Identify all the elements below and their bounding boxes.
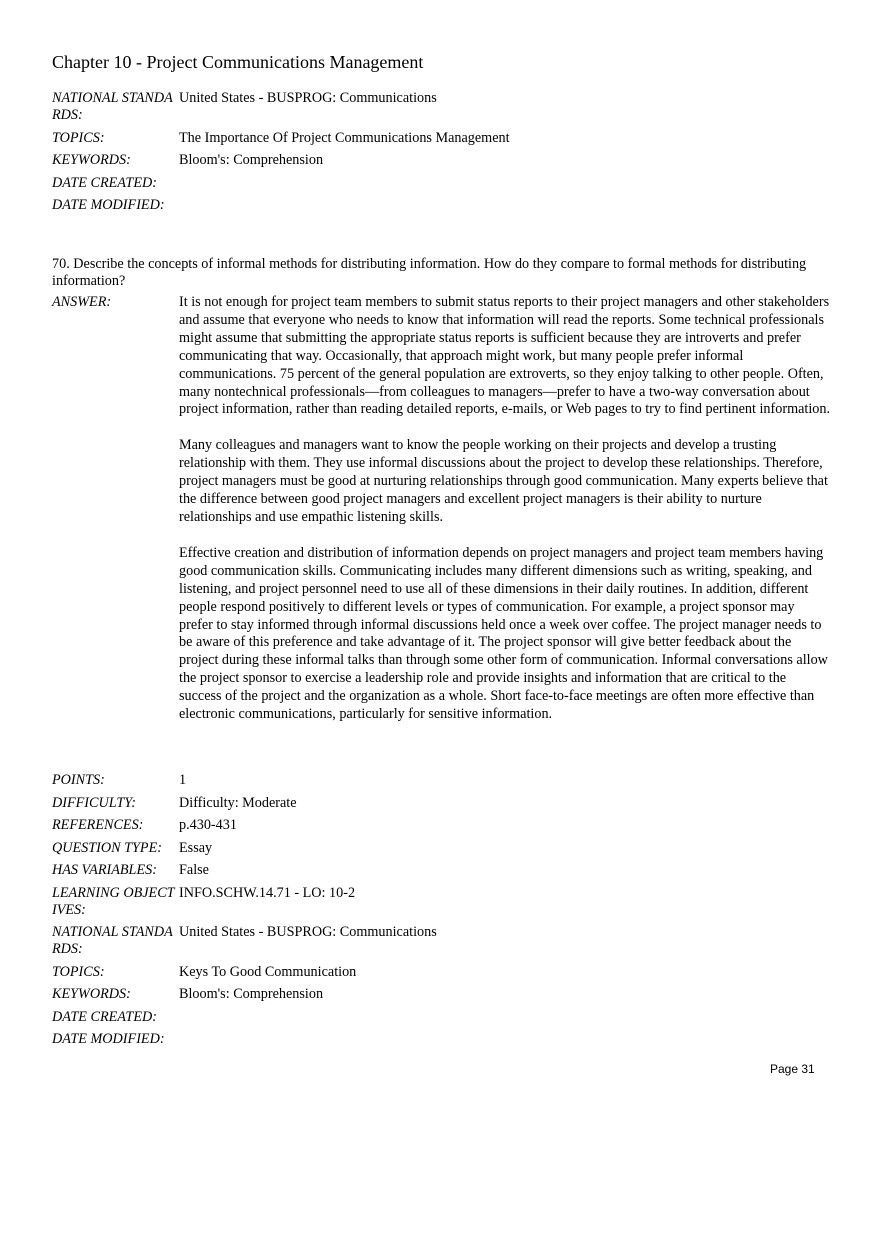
answer-section <box>52 294 832 724</box>
meta-value: United States - BUSPROG: Communications <box>179 924 437 940</box>
meta-label: KEYWORDS: <box>52 152 131 168</box>
meta-row-national-standards <box>52 924 437 958</box>
meta-label: POINTS: <box>52 772 105 788</box>
meta-label: REFERENCES: <box>52 817 144 833</box>
meta-value: p.430-431 <box>179 817 237 833</box>
meta-row-difficulty <box>52 795 437 812</box>
answer-paragraph: It is not enough for project team members to submit status reports to their project managers and other stakeholders and assume that everyone who needs to know that information will read the reports. Some technical professionals might assume that submitting the appropriate status reports is sufficient because they are introverts and prefer communicating that way. Occasionally, that approach might work, but many people prefer informal communications. 75 percent of the general population are extroverts, so they enjoy talking to other people. Often, many nontechnical professionals—from colleagues to managers—prefer to have a two-way conversation about project information, rather than reading detailed reports, e-mails, or Web pages to try to find pertinent information. <box>179 294 831 418</box>
meta-row-date-created <box>52 175 510 192</box>
meta-value: INFO.SCHW.14.71 - LO: 10-2 <box>179 884 356 901</box>
meta-value: The Importance Of Project Communications Management <box>179 129 510 146</box>
meta-label: TOPICS: <box>52 963 105 980</box>
meta-label: DATE CREATED: <box>52 174 157 191</box>
meta-value: False <box>179 862 209 878</box>
question-text: 70. Describe the concepts of informal methods for distributing information. How do they compare to formal methods for distributing information? <box>52 256 807 289</box>
meta-label: DATE CREATED: <box>52 1008 157 1025</box>
meta-row-question-type <box>52 840 437 857</box>
meta-row-learning-objectives <box>52 885 437 919</box>
meta-value: Essay <box>179 839 213 856</box>
meta-label: DATE MODIFIED: <box>52 1031 165 1047</box>
bottom-metadata <box>52 772 437 1054</box>
answer-paragraph: Many colleagues and managers want to know the people working on their projects and develop a trusting relationship with them. They use informal discussions about the project to develop these relationships. Therefore, project managers must be good at nurturing relationships through good communication. Many experts believe that the difference between good project managers and excellent project managers is their ability to nurture relationships and use empathic listening skills. <box>179 437 828 525</box>
meta-label: DIFFICULTY: <box>52 794 136 811</box>
answer-label: ANSWER: <box>52 294 112 310</box>
meta-value: Bloom's: Comprehension <box>179 152 324 168</box>
page-number: Page 31 <box>770 1062 815 1076</box>
meta-row-references <box>52 817 437 834</box>
meta-value: Keys To Good Communication <box>179 963 357 980</box>
meta-row-date-modified <box>52 197 510 214</box>
meta-label: DATE MODIFIED: <box>52 197 165 213</box>
meta-row-points <box>52 772 437 789</box>
meta-row-date-modified <box>52 1031 437 1048</box>
top-metadata <box>52 90 510 220</box>
meta-row-national-standards <box>52 90 510 124</box>
meta-label: NATIONAL STANDARDS: <box>52 924 173 957</box>
meta-label: KEYWORDS: <box>52 986 131 1002</box>
meta-label: HAS VARIABLES: <box>52 862 157 878</box>
answer-body <box>179 294 831 724</box>
meta-value: 1 <box>179 772 187 788</box>
meta-row-keywords <box>52 152 510 169</box>
meta-value: United States - BUSPROG: Communications <box>179 90 437 106</box>
meta-label: NATIONAL STANDARDS: <box>52 90 173 123</box>
meta-row-date-created <box>52 1009 437 1026</box>
meta-row-keywords <box>52 986 437 1003</box>
meta-label: QUESTION TYPE: <box>52 839 162 856</box>
meta-row-topics <box>52 130 510 147</box>
page-title: Chapter 10 - Project Communications Management <box>52 52 424 72</box>
meta-value: Bloom's: Comprehension <box>179 986 324 1002</box>
meta-row-has-variables <box>52 862 437 879</box>
meta-label: LEARNING OBJECTIVES: <box>52 884 175 918</box>
meta-label: TOPICS: <box>52 129 105 146</box>
answer-paragraph: Effective creation and distribution of information depends on project managers and project team members having good communication skills. Communicating includes many different dimensions such as writing, speaking, and listening, and project personnel need to use all of these dimensions in their daily routines. In addition, different people respond positively to different levels or types of communication. For example, a project sponsor may prefer to stay informed through informal discussions held once a week over coffee. The project manager needs to be aware of this preference and take advantage of it. The project sponsor will give better feedback about the project during these informal talks than through some other form of communication. Informal conversations allow the project sponsor to exercise a leadership role and provide insights and information that are critical to the success of the project and the organization as a whole. Short face-to-face meetings are often more effective than electronic communications, particularly for sensitive information. <box>179 544 828 723</box>
meta-row-topics <box>52 964 437 981</box>
meta-value: Difficulty: Moderate <box>179 794 297 811</box>
